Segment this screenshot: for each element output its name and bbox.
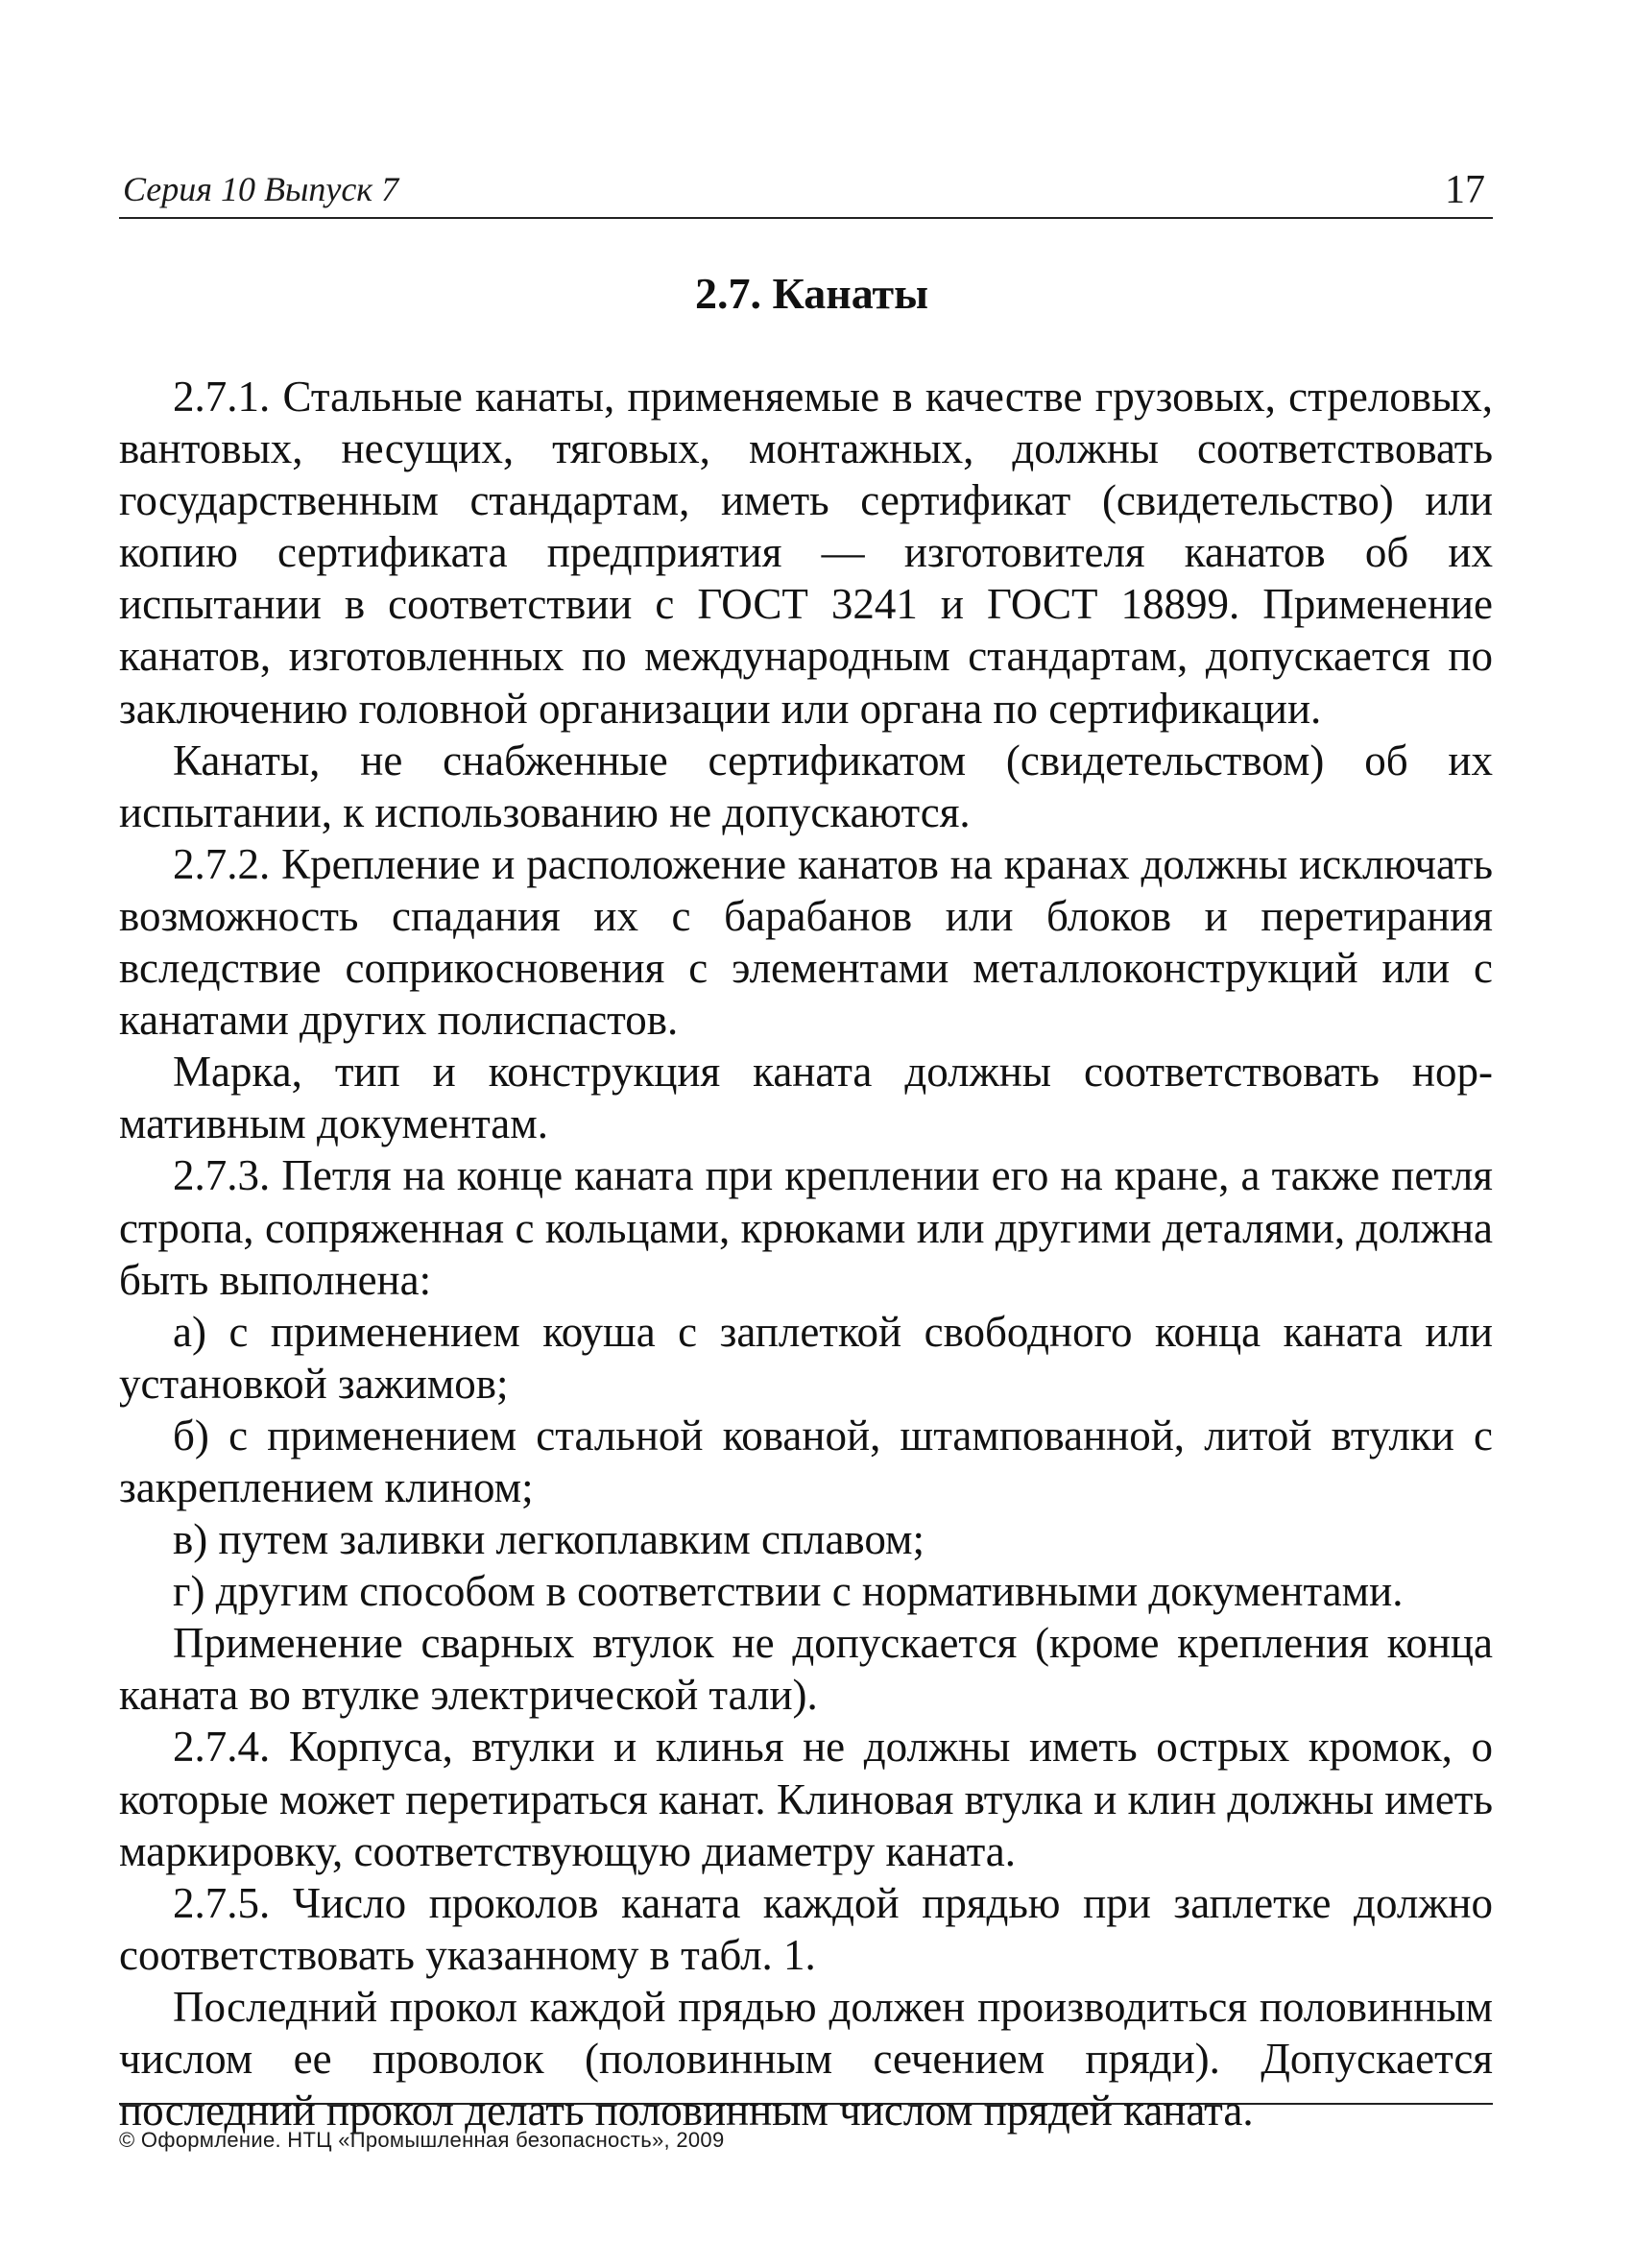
document-page [119,163,1493,2136]
list-item-g: г) другим способом в соответствии с нормативными документами. [173,1567,1404,1616]
paragraph: Применение сварных втулок не допускается (кроме крепления конца каната во втулке электрической тали). [119,1619,1493,1720]
body-text [119,371,1493,2136]
paragraph-2-7-5: 2.7.5. Число проколов каната каждой прядью при заплетке должно соответствовать указанному в табл. 1. [119,1878,1493,1979]
running-header [119,163,1493,219]
series-label: Серия 10 Выпуск 7 [123,170,399,208]
paragraph: Последний прокол каждой прядью должен производиться половинным числом ее проволок (половинным сечением пряди). Допускается последний прокол делать половинным числом прядей каната. [119,1982,1493,2135]
list-item-v: в) путем заливки легкоплавким сплавом; [173,1515,925,1564]
list-item-a: а) с применением коуша с заплеткой свободного конца каната или установкой зажимов; [119,1307,1493,1408]
paragraph-2-7-4: 2.7.4. Корпуса, втулки и клинья не должны иметь острых кромок, о которые может перетираться канат. Клиновая втулка и клин должны иметь маркировку, соответствующую диаметру каната. [119,1723,1493,1875]
section-title: 2.7. Канаты [694,269,929,318]
paragraph-2-7-2: 2.7.2. Крепление и расположение канатов на кранах должны исключать возможность спадания их с барабанов или блоков и перетирания вследствие соприкосновения с элементами металлоконструкций или с канатами других полиспастов. [119,839,1493,1045]
page-number: 17 [1445,168,1485,212]
paragraph: Канаты, не снабженные сертификатом (свидетельством) об их испытании, к использованию не допускаются. [119,736,1493,836]
list-item-b: б) с применением стальной кованой, штампованной, литой втулки с закреплением клином; [119,1411,1493,1511]
paragraph-2-7-1: 2.7.1. Стальные канаты, применяемые в качестве грузовых, стреловых, вантовых, несущих, тяговых, монтажных, должны соответствовать государственным стандартам, иметь сертификат (свидетельство) или копию сертификата предприятия — изготовителя канатов об их испытании в соответствии с ГОСТ 3241 и ГОСТ 18899. Применение канатов, изготовленных по международным стандартам, допускается по заключению головной организации или органа по сертификации. [119,373,1493,733]
footer-copyright: © Оформление. НТЦ «Промышленная безопасность», 2009 [119,2103,1493,2153]
paragraph-2-7-3: 2.7.3. Петля на конце каната при креплении его на кране, а также петля стропа, сопряженная с кольцами, крюками или другими деталями, должна быть выполнена: [119,1151,1493,1304]
paragraph: Марка, тип и конструкция каната должны соответствовать нормативным документам. [119,1048,1493,1148]
